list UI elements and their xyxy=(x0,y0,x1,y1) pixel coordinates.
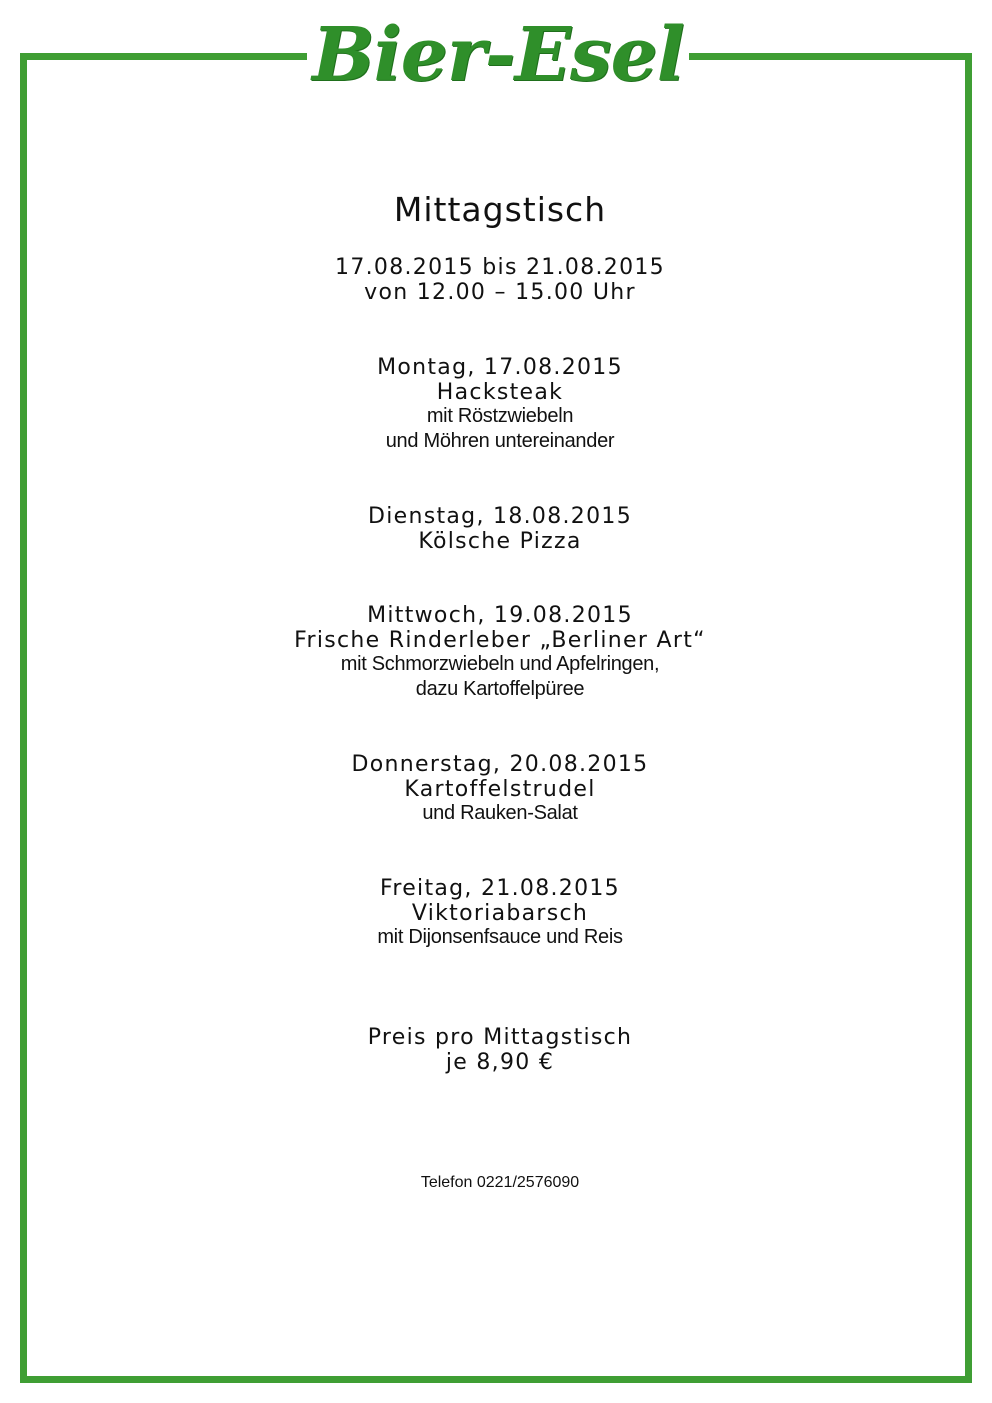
period-dates: 17.08.2015 bis 21.08.2015 xyxy=(335,255,665,280)
price-value: je 8,90 € xyxy=(445,1050,555,1075)
day-heading-thursday: Donnerstag, 20.08.2015 xyxy=(351,752,649,777)
dish-tuesday: Kölsche Pizza xyxy=(418,529,582,554)
phone-number: Telefon 0221/2576090 xyxy=(420,1174,580,1191)
day-heading-monday: Montag, 17.08.2015 xyxy=(377,355,623,380)
price-label: Preis pro Mittagstisch xyxy=(367,1025,633,1050)
page-title: Mittagstisch xyxy=(393,190,607,229)
day-heading-wednesday: Mittwoch, 19.08.2015 xyxy=(367,603,633,628)
dish-detail-wednesday-1: mit Schmorzwiebeln und Apfelringen, xyxy=(340,653,660,675)
dish-friday: Viktoriabarsch xyxy=(411,901,589,926)
dish-detail-friday-1: mit Dijonsenfsauce und Reis xyxy=(377,926,623,948)
dish-detail-monday-2: und Möhren untereinander xyxy=(385,430,615,452)
day-heading-friday: Freitag, 21.08.2015 xyxy=(380,876,620,901)
dish-detail-thursday-1: und Rauken-Salat xyxy=(422,802,578,824)
border-top-left xyxy=(20,53,307,60)
dish-monday: Hacksteak xyxy=(436,380,564,405)
border-top-right xyxy=(689,53,965,60)
dish-detail-monday-1: mit Röstzwiebeln xyxy=(426,405,574,427)
dish-detail-wednesday-2: dazu Kartoffelpüree xyxy=(415,678,585,700)
dish-wednesday: Frische Rinderleber „Berliner Art“ xyxy=(294,628,706,653)
day-heading-tuesday: Dienstag, 18.08.2015 xyxy=(367,504,632,529)
period-hours: von 12.00 – 15.00 Uhr xyxy=(364,280,636,305)
logo: Bier-Esel xyxy=(312,12,684,98)
dish-thursday: Kartoffelstrudel xyxy=(404,777,596,802)
